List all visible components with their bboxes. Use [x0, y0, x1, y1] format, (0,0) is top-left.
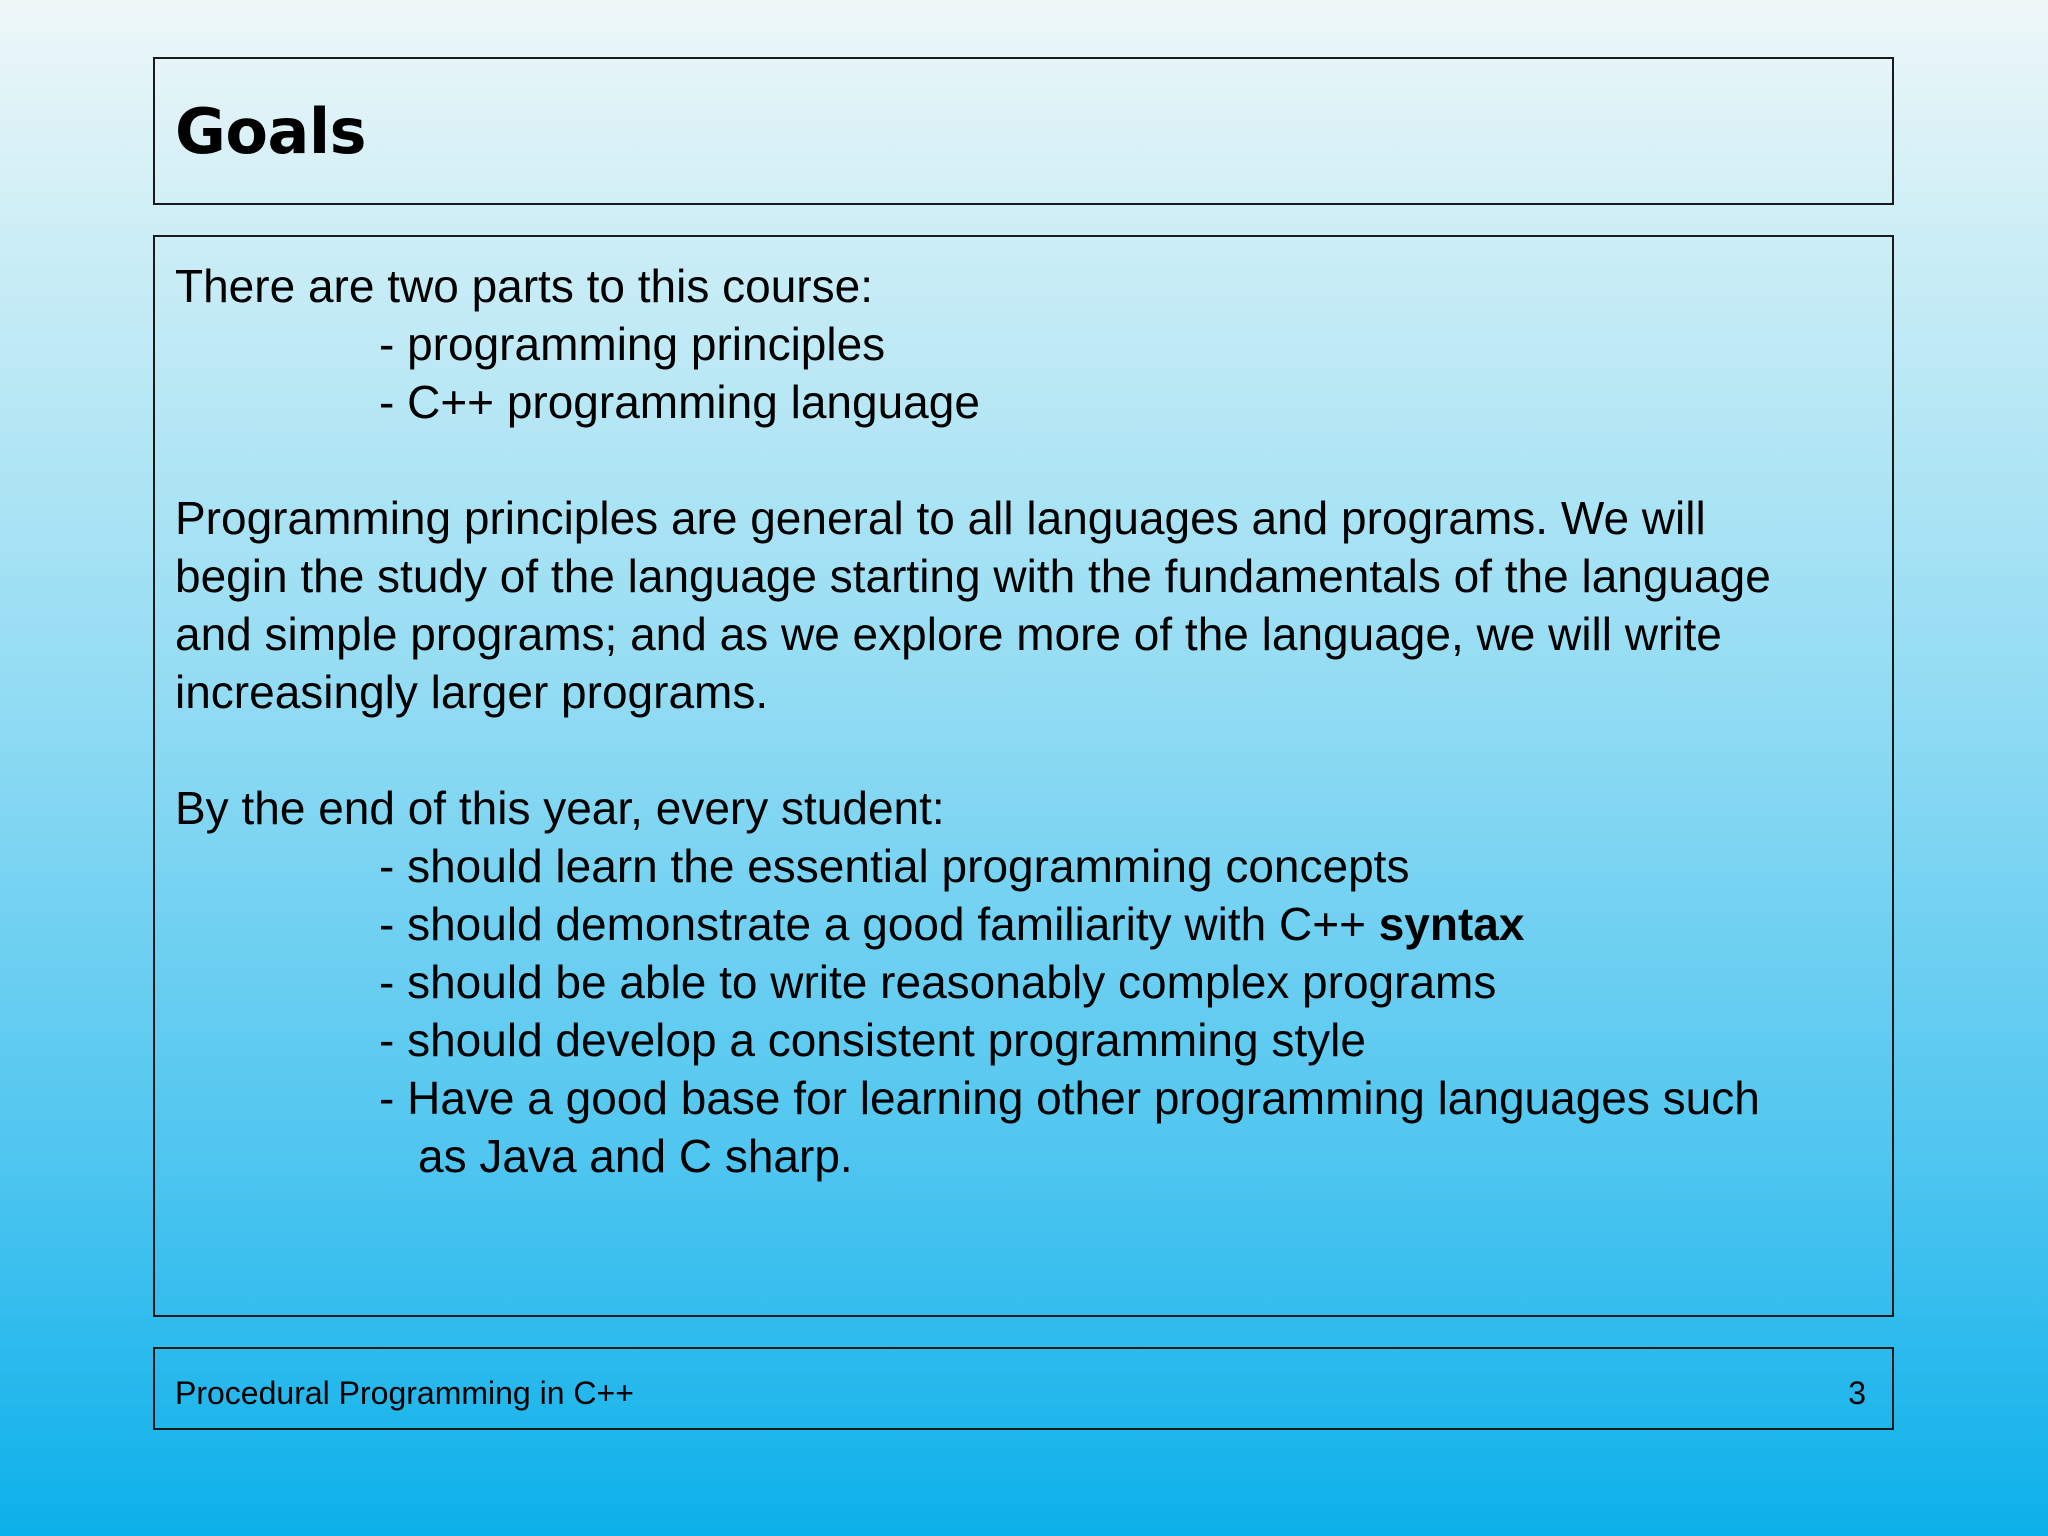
goal-item: - should learn the essential programming concepts	[379, 840, 1410, 892]
goal-item: - Have a good base for learning other programming languages such	[379, 1072, 1760, 1124]
part-item: - C++ programming language	[379, 376, 980, 428]
goal-item: - should develop a consistent programming style	[379, 1014, 1366, 1066]
slide-body	[175, 257, 1872, 1185]
goals-intro-line: By the end of this year, every student:	[175, 782, 945, 834]
goal-item-continuation: as Java and C sharp.	[418, 1130, 853, 1182]
intro-line: There are two parts to this course:	[175, 260, 873, 312]
goal-item: - should be able to write reasonably complex programs	[379, 956, 1497, 1008]
goal-bold-word: syntax	[1378, 898, 1525, 950]
spacer	[175, 721, 1872, 779]
spacer	[175, 431, 1872, 489]
title-box	[153, 57, 1894, 205]
paragraph-line: increasingly larger programs.	[175, 666, 769, 718]
slide-title: Goals	[175, 95, 366, 168]
footer-page-number: 3	[1848, 1375, 1866, 1411]
part-item: - programming principles	[379, 318, 886, 370]
goal-item	[175, 895, 1872, 953]
footer-box	[153, 1347, 1894, 1430]
paragraph-line: and simple programs; and as we explore more of the language, we will write	[175, 608, 1722, 660]
goal-item-text: - should demonstrate a good familiarity with C++	[379, 898, 1366, 950]
paragraph-line: Programming principles are general to all languages and programs. We will	[175, 492, 1706, 544]
footer-course-name: Procedural Programming in C++	[175, 1375, 634, 1411]
content-box	[153, 235, 1894, 1317]
paragraph-line: begin the study of the language starting with the fundamentals of the language	[175, 550, 1771, 602]
